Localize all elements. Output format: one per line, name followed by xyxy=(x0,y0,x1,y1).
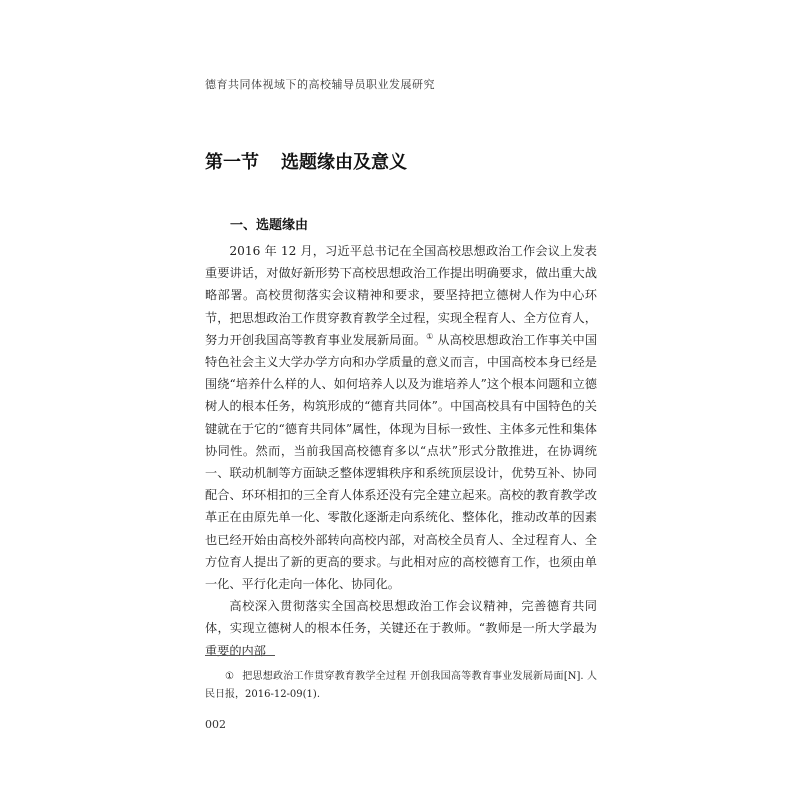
subsection-title: 一、选题缘由 xyxy=(230,218,309,233)
section-title xyxy=(205,148,407,174)
paragraph-text: 2016 年 12 月，习近平总书记在全国高校思想政治工作会议上发表重要讲话，对做好新形势下高校思想政治工作提出明确要求，做出重大战略部署。高校贯彻落实会议精神和要求，要坚持把立德树人作为中心环节，把思想政治工作贯穿教育教学全过程，实现全程育人、全方位育人，努力开创我国高等教育事业发展新局面。 xyxy=(205,244,597,347)
section-number: 第一节 xyxy=(205,152,259,173)
page-number: 002 xyxy=(205,718,226,731)
footnote-reference: ① xyxy=(426,331,434,341)
paragraph xyxy=(205,240,597,595)
footnote xyxy=(205,668,597,704)
body-text xyxy=(205,240,597,662)
footnote-divider xyxy=(205,655,275,656)
footnote-text: 把思想政治工作贯穿教育教学全过程 开创我国高等教育事业发展新局面[N]. 人民日报，2016-12-09(1). xyxy=(205,671,597,700)
paragraph: 高校深入贯彻落实全国高校思想政治工作会议精神，完善德育共同体，实现立德树人的根本任务，关键还在于教师。“教师是一所大学最为重要的内部 xyxy=(205,599,597,658)
paragraph-text: 从高校思想政治工作事关中国特色社会主义大学办学方向和办学质量的意义而言，中国高校本身已经是围绕“培养什么样的人、如何培养人以及为谁培养人”这个根本问题和立德树人的根本任务，构筑形成的“德育共同体”。中国高校具有中国特色的关键就在于它的“德育共同体”属性，体现为目标一致性、主体多元性和集体协同性。然而，当前我国高校德育多以“点状”形式分散推进，在协调统一、联动机制等方面缺乏整体逻辑秩序和系统顶层设计，优势互补、协同配合、环环相扣的三全育人体系还没有完全建立起来。高校的教育教学改革正在由原先单一化、零散化逐渐走向系统化、整体化，推动改革的因素也已经开始由高校外部转向高校内部，对高校全员育人、全过程育人、全方位育人提出了新的更高的要求。与此相对应的高校德育工作，也须由单一化、平行化走向一体化、协同化。 xyxy=(205,332,598,592)
footnote-mark: ① xyxy=(225,671,235,682)
section-heading: 选题缘由及意义 xyxy=(281,152,407,173)
running-header: 德育共同体视域下的高校辅导员职业发展研究 xyxy=(205,78,435,91)
